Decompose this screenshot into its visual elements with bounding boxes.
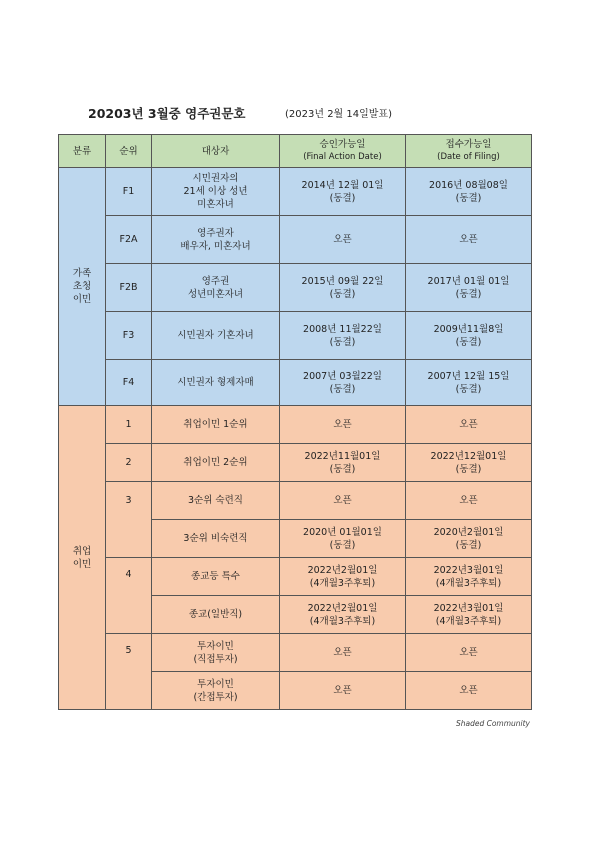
announcement-date: (2023년 2월 14일발표) [285, 109, 392, 120]
visa-bulletin-table [58, 134, 532, 710]
table-row [59, 558, 532, 596]
final-action-cell: 오픈 [280, 672, 406, 710]
rank-cell: 5 [106, 634, 152, 710]
final-action-cell: 2022년2월01일 (4개월3주후퇴) [280, 596, 406, 634]
final-action-cell: 2022년11월01일 (동결) [280, 444, 406, 482]
target-cell: 영주권자 배우자, 미혼자녀 [152, 216, 280, 264]
table-row [59, 216, 532, 264]
header-final-action: 승인가능일 (Final Action Date) [280, 135, 406, 168]
filing-cell: 2020년2월01일 (동결) [406, 520, 532, 558]
filing-cell: 2009년11월8일 (동결) [406, 312, 532, 360]
filing-cell: 2017년 01월 01일 (동결) [406, 264, 532, 312]
header-filing: 접수가능일 (Date of Filing) [406, 135, 532, 168]
rank-cell: 3 [106, 482, 152, 558]
table-row [59, 168, 532, 216]
table-row [59, 444, 532, 482]
rank-cell: 4 [106, 558, 152, 634]
target-cell: 시민권자 형제자매 [152, 360, 280, 406]
header-category: 분류 [59, 135, 106, 168]
table-header-row [59, 135, 532, 168]
target-cell: 투자이민 (직접투자) [152, 634, 280, 672]
target-cell: 종교등 특수 [152, 558, 280, 596]
rank-cell: F1 [106, 168, 152, 216]
table-row [59, 634, 532, 672]
rank-cell: F2B [106, 264, 152, 312]
filing-cell: 2022년3월01일 (4개월3주후퇴) [406, 596, 532, 634]
final-action-cell: 오픈 [280, 634, 406, 672]
final-action-cell: 2020년 01월01일 (동결) [280, 520, 406, 558]
rank-cell: 2 [106, 444, 152, 482]
filing-cell: 2016년 08월08일 (동결) [406, 168, 532, 216]
target-cell: 시민권자 기혼자녀 [152, 312, 280, 360]
rank-cell: 1 [106, 406, 152, 444]
table-row [59, 312, 532, 360]
filing-cell: 오픈 [406, 672, 532, 710]
target-cell: 투자이민 (간접투자) [152, 672, 280, 710]
final-action-cell: 2008년 11월22일 (동결) [280, 312, 406, 360]
final-action-cell: 오픈 [280, 216, 406, 264]
final-action-cell: 오픈 [280, 406, 406, 444]
rank-cell: F4 [106, 360, 152, 406]
target-cell: 3순위 비숙련직 [152, 520, 280, 558]
filing-cell: 오픈 [406, 634, 532, 672]
header-target: 대상자 [152, 135, 280, 168]
filing-cell: 오픈 [406, 216, 532, 264]
table-row [59, 482, 532, 520]
final-action-cell: 2014년 12월 01일 (동결) [280, 168, 406, 216]
target-cell: 3순위 숙련직 [152, 482, 280, 520]
footer-credit: Shaded Community [455, 719, 530, 728]
filing-cell: 2022년3월01일 (4개월3주후퇴) [406, 558, 532, 596]
employment-category-cell: 취업 이민 [59, 406, 106, 710]
final-action-cell: 2015년 09월 22일 (동결) [280, 264, 406, 312]
target-cell: 취업이민 1순위 [152, 406, 280, 444]
table-row [59, 264, 532, 312]
target-cell: 영주권 성년미혼자녀 [152, 264, 280, 312]
target-cell: 시민권자의 21세 이상 성년 미혼자녀 [152, 168, 280, 216]
target-cell: 취업이민 2순위 [152, 444, 280, 482]
final-action-cell: 오픈 [280, 482, 406, 520]
filing-cell: 2007년 12월 15일 (동결) [406, 360, 532, 406]
family-category-cell: 가족 초청 이민 [59, 168, 106, 406]
page-title: 20203년 3월중 영주권문호 [88, 106, 246, 121]
rank-cell: F2A [106, 216, 152, 264]
header-rank: 순위 [106, 135, 152, 168]
target-cell: 종교(일반직) [152, 596, 280, 634]
final-action-cell: 2007년 03월22일 (동결) [280, 360, 406, 406]
rank-cell: F3 [106, 312, 152, 360]
filing-cell: 2022년12월01일 (동결) [406, 444, 532, 482]
filing-cell: 오픈 [406, 482, 532, 520]
filing-cell: 오픈 [406, 406, 532, 444]
table-row [59, 406, 532, 444]
final-action-cell: 2022년2월01일 (4개월3주후퇴) [280, 558, 406, 596]
table-row [59, 360, 532, 406]
document-title [88, 104, 528, 122]
